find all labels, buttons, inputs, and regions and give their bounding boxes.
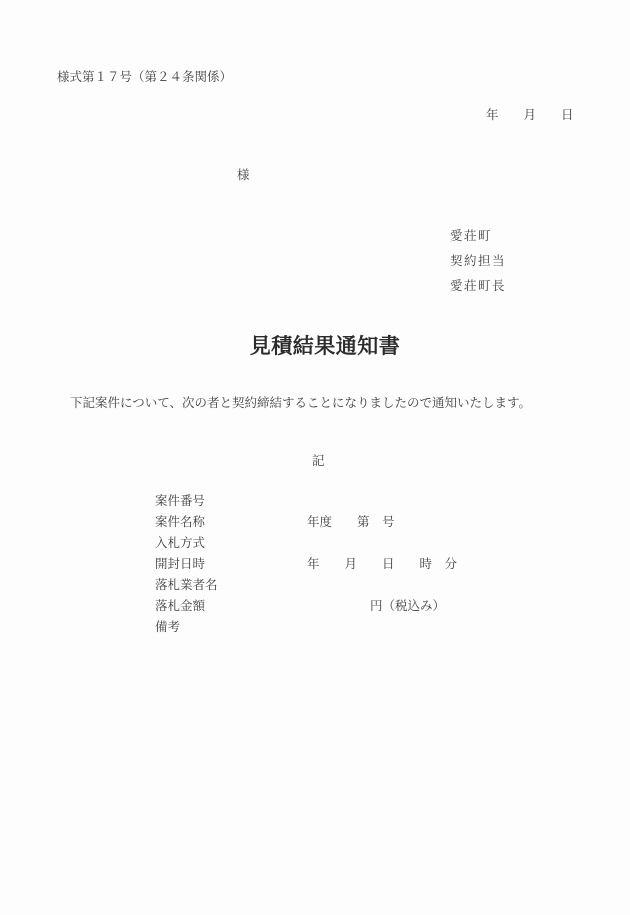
field-row-opening-datetime: [155, 553, 575, 574]
field-label: 案件番号: [155, 493, 206, 508]
field-value: 年 月 日 時 分: [307, 556, 458, 571]
sender-town: 愛荘町: [450, 228, 493, 243]
sender-mayor: 愛荘町長: [450, 278, 507, 293]
document-title: 見積結果通知書: [249, 333, 401, 358]
field-row-winning-bidder: [155, 574, 575, 595]
field-label: 備考: [155, 619, 181, 634]
field-label: 落札業者名: [155, 577, 218, 592]
addressee-suffix: 様: [237, 167, 250, 182]
field-label: 入札方式: [155, 535, 206, 550]
field-value: 年度 第 号: [307, 514, 395, 529]
body-text: 下記案件について、次の者と契約締結することになりましたので通知いたします。: [70, 395, 532, 410]
field-value: 円（税込み）: [370, 598, 446, 613]
issue-date-line: 年 月 日: [486, 107, 574, 122]
field-row-winning-amount: [155, 595, 575, 616]
sender-department: 契約担当: [450, 253, 507, 268]
field-row-case-number: [155, 490, 575, 511]
field-label: 案件名称: [155, 514, 206, 529]
field-label: 開封日時: [155, 556, 206, 571]
sender-block: [450, 223, 506, 298]
record-heading: 記: [312, 453, 325, 468]
field-row-bid-method: [155, 532, 575, 553]
field-list: [155, 490, 575, 637]
form-number: 様式第１７号（第２４条関係）: [57, 69, 233, 84]
field-label: 落札金額: [155, 598, 206, 613]
field-row-remarks: [155, 616, 575, 637]
field-row-case-name: [155, 511, 575, 532]
